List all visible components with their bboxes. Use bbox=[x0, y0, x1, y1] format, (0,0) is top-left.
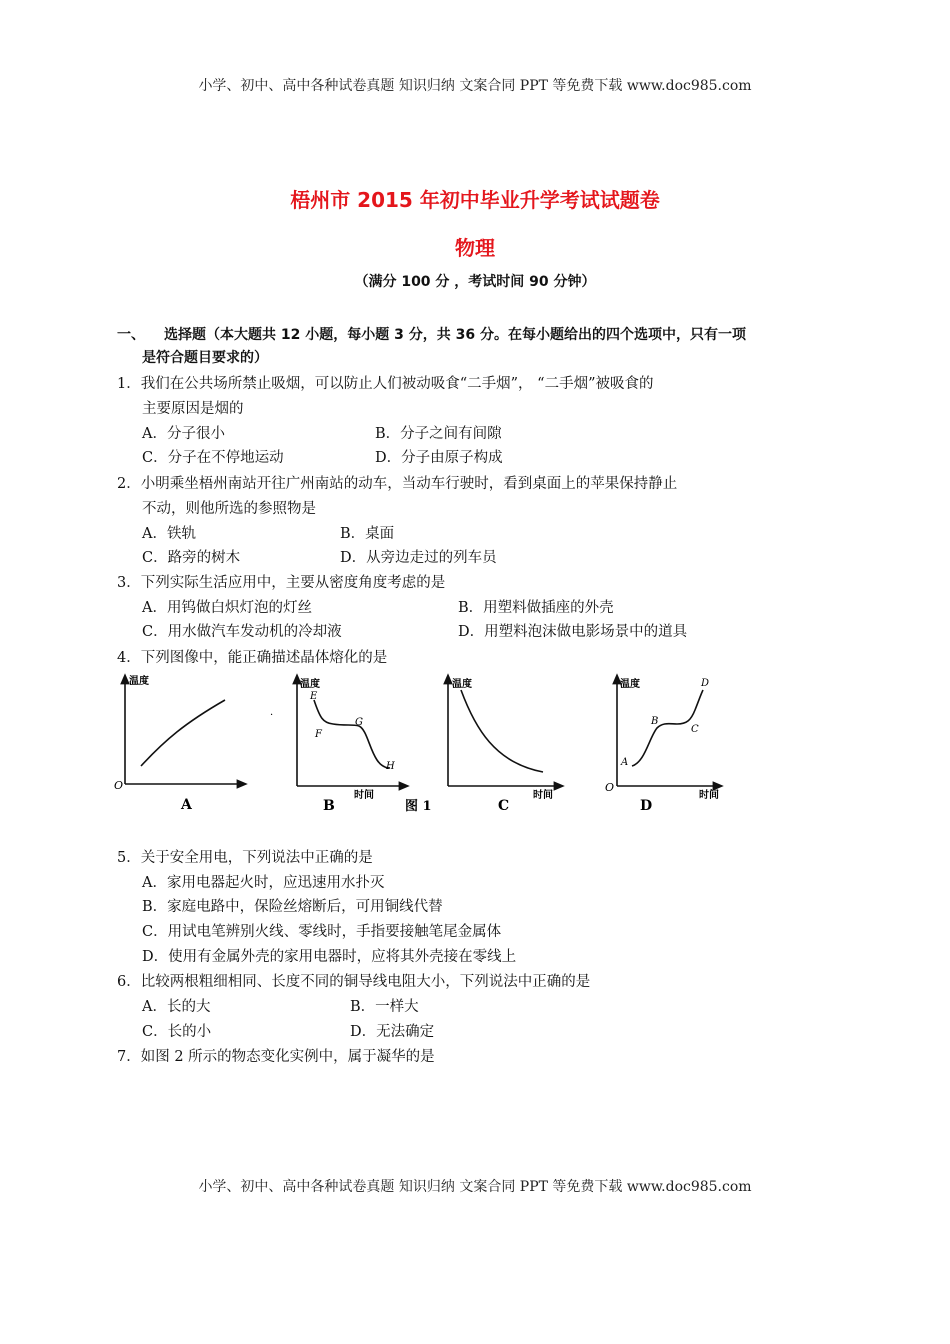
graph-a-y-label: 温度 bbox=[129, 676, 149, 687]
graph-b-y-label: 温度 bbox=[300, 679, 320, 690]
graph-b-point-h: H bbox=[386, 761, 395, 772]
exam-meta: （满分 100 分 ，考试时间 90 分钟） bbox=[354, 274, 596, 290]
section-heading-line2: 是符合题目要求的） bbox=[142, 350, 268, 366]
question-2-option-a: A．铁轨 bbox=[142, 526, 196, 542]
subject-title: 物理 bbox=[455, 236, 495, 260]
graph-d-origin: O bbox=[605, 781, 615, 794]
graph-d-point-b: B bbox=[651, 716, 659, 727]
question-3-option-a: A．用钨做白炽灯泡的灯丝 bbox=[142, 600, 312, 616]
question-1-stem: 1．我们在公共场所禁止吸烟，可以防止人们被动吸食“二手烟”， “二手烟”被吸食的 bbox=[117, 376, 654, 392]
question-2-option-d: D．从旁边走过的列车员 bbox=[340, 550, 497, 566]
graph-a-label: A bbox=[181, 797, 192, 813]
figure-1 bbox=[105, 668, 745, 820]
graph-c-label: C bbox=[498, 798, 510, 814]
question-5-option-c: C．用试电笔辨别火线、零线时，手指要接触笔尾金属体 bbox=[142, 924, 502, 940]
graph-c bbox=[448, 677, 560, 814]
question-5-option-d: D．使用有金属外壳的家用电器时，应将其外壳接在零线上 bbox=[142, 949, 517, 965]
question-2-stem-cont: 不动，则他所选的参照物是 bbox=[142, 501, 316, 517]
graph-d bbox=[605, 677, 719, 814]
question-1-stem-cont: 主要原因是烟的 bbox=[142, 401, 244, 417]
question-1-option-a: A．分子很小 bbox=[142, 426, 225, 442]
graph-a-curve bbox=[141, 700, 225, 766]
question-3-option-d: D．用塑料泡沫做电影场景中的道具 bbox=[458, 624, 688, 640]
question-1-option-d: D．分子由原子构成 bbox=[375, 450, 503, 466]
graph-b-point-e: E bbox=[310, 691, 318, 702]
question-5-stem: 5．关于安全用电，下列说法中正确的是 bbox=[117, 850, 373, 866]
graph-b-curve bbox=[314, 700, 390, 768]
graph-d-label: D bbox=[640, 798, 653, 814]
exam-title: 梧州市 2015 年初中毕业升学考试试题卷 bbox=[290, 188, 660, 212]
graph-c-x-label: 时间 bbox=[533, 790, 553, 801]
graph-b-point-f: F bbox=[315, 729, 322, 740]
question-6-option-a: A．长的大 bbox=[142, 999, 211, 1015]
question-2-option-b: B．桌面 bbox=[340, 526, 395, 542]
graph-b-point-g: G bbox=[355, 717, 363, 728]
graph-d-point-d: D bbox=[701, 678, 710, 689]
question-6-option-d: D．无法确定 bbox=[350, 1024, 435, 1040]
question-2-option-c: C．路旁的树木 bbox=[142, 550, 241, 566]
graph-a-origin: O bbox=[114, 779, 124, 792]
question-3-stem: 3．下列实际生活应用中，主要从密度角度考虑的是 bbox=[117, 575, 446, 591]
question-6-stem: 6．比较两根粗细相同、长度不同的铜导线电阻大小，下列说法中正确的是 bbox=[117, 974, 591, 990]
graph-b-x-label: 时间 bbox=[354, 790, 374, 801]
question-5-option-b: B．家庭电路中，保险丝熔断后，可用铜线代替 bbox=[142, 899, 443, 915]
question-1-option-c: C．分子在不停地运动 bbox=[142, 450, 284, 466]
section-heading-line1: 选择题（本大题共 12 小题，每小题 3 分，共 36 分。在每小题给出的四个选项中，只有一项 bbox=[164, 327, 746, 343]
page-footer: 小学、初中、高中各种试卷真题 知识归纳 文案合同 PPT 等免费下载 www.doc985.com bbox=[198, 1179, 752, 1195]
graph-c-curve bbox=[461, 690, 543, 772]
graph-d-y-label: 温度 bbox=[620, 679, 640, 690]
question-3-option-c: C．用水做汽车发动机的冷却液 bbox=[142, 624, 342, 640]
graph-a bbox=[114, 674, 243, 813]
question-4-stem: 4．下列图像中，能正确描述晶体熔化的是 bbox=[117, 650, 388, 666]
question-6-option-c: C．长的小 bbox=[142, 1024, 212, 1040]
page-header: 小学、初中、高中各种试卷真题 知识归纳 文案合同 PPT 等免费下载 www.doc985.com bbox=[198, 78, 752, 94]
question-6-option-b: B．一样大 bbox=[350, 999, 419, 1015]
graph-b-label: B bbox=[323, 798, 335, 814]
question-2-stem: 2．小明乘坐梧州南站开往广州南站的动车，当动车行驶时，看到桌面上的苹果保持静止 bbox=[117, 476, 678, 492]
question-7-stem: 7．如图 2 所示的物态变化实例中，属于凝华的是 bbox=[117, 1049, 435, 1065]
question-3-option-b: B．用塑料做插座的外壳 bbox=[458, 600, 614, 616]
graph-b bbox=[297, 677, 432, 814]
section-number: 一、 bbox=[117, 327, 145, 343]
graph-d-point-c: C bbox=[691, 724, 699, 735]
graph-d-point-a: A bbox=[621, 757, 629, 768]
stray-dot: · bbox=[270, 710, 274, 721]
question-5-option-a: A．家用电器起火时，应迅速用水扑灭 bbox=[142, 875, 385, 891]
graph-d-x-label: 时间 bbox=[699, 790, 719, 801]
graph-c-y-label: 温度 bbox=[452, 679, 472, 690]
figure-caption: 图 1 bbox=[405, 799, 432, 814]
question-1-option-b: B．分子之间有间隙 bbox=[375, 426, 502, 442]
